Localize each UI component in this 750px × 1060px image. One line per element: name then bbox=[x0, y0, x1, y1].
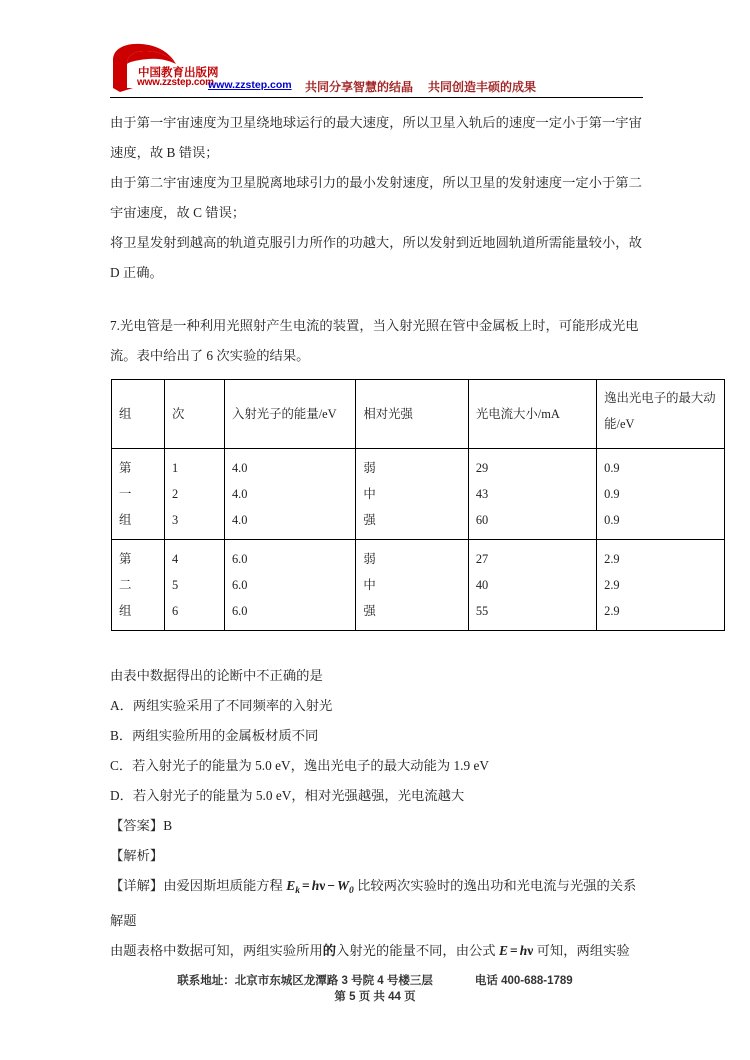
option-c[interactable]: C．若入射光子的能量为 5.0 eV，逸出光电子的最大动能为 1.9 eV bbox=[110, 758, 489, 773]
option-d[interactable]: D．若入射光子的能量为 5.0 eV，相对光强越强，光电流越大 bbox=[110, 788, 465, 803]
group-2-intensities bbox=[356, 540, 469, 631]
cell-intensity: 弱 bbox=[363, 461, 376, 475]
table-row bbox=[112, 540, 725, 631]
group-2-energies bbox=[224, 540, 355, 631]
cell-energy: 6.0 bbox=[231, 552, 248, 566]
formula1-w: W bbox=[336, 878, 349, 893]
cell-trial: 6 bbox=[171, 604, 179, 618]
footer-address: 联系地址：北京市东城区龙潭路 3 号院 4 号楼三层 bbox=[177, 975, 433, 987]
cell-energy: 6.0 bbox=[231, 578, 248, 592]
header-relative-intensity: 相对光强 bbox=[356, 380, 469, 449]
group-2-currents bbox=[468, 540, 596, 631]
formula1-nu: ν bbox=[319, 878, 326, 893]
group-2-char-3: 组 bbox=[119, 604, 132, 618]
detail-line-1 bbox=[110, 871, 666, 906]
analysis-label: 【解析】 bbox=[110, 848, 164, 863]
group-1-intensities bbox=[356, 449, 469, 540]
group-2-kinetic-energies bbox=[597, 540, 725, 631]
einstein-equation-formula bbox=[283, 878, 357, 896]
solution-line-3: 由于第二宇宙速度为卫星脱离地球引力的最小发射速度，所以卫星的发射速度一定小于第二 bbox=[110, 175, 642, 190]
group-1-currents bbox=[468, 449, 596, 540]
solution-line-4: 宇宙速度，故 C 错误； bbox=[110, 205, 246, 220]
header-website-link[interactable]: www.zzstep.com bbox=[208, 79, 292, 91]
cell-trial: 1 bbox=[171, 461, 179, 475]
group-1-label bbox=[112, 449, 165, 540]
formula1-minus: − bbox=[327, 878, 335, 893]
option-a[interactable]: A．两组实验采用了不同频率的入射光 bbox=[110, 698, 333, 713]
para-bold-de: 的 bbox=[322, 943, 337, 958]
header-photon-energy: 入射光子的能量/eV bbox=[224, 380, 355, 449]
cell-energy: 4.0 bbox=[231, 487, 248, 501]
para-before: 由题表格中数据可知，两组实验所用 bbox=[110, 943, 323, 958]
formula2-nu: ν bbox=[527, 943, 534, 958]
header-ek-line-2: 能/eV bbox=[604, 417, 635, 431]
group-1-char-1: 第 bbox=[119, 461, 132, 475]
detail-line-3 bbox=[110, 936, 666, 966]
answer-line bbox=[110, 811, 666, 841]
footer-contact bbox=[0, 972, 750, 988]
cell-intensity: 弱 bbox=[363, 552, 376, 566]
answer-value: B bbox=[163, 818, 173, 833]
solution-line-1: 由于第一宇宙速度为卫星绕地球运行的最大速度，所以卫星入轨后的速度一定小于第一宇宙 bbox=[110, 115, 642, 130]
group-2-char-1: 第 bbox=[119, 552, 132, 566]
photon-energy-formula bbox=[496, 943, 537, 958]
previous-solution-text bbox=[110, 108, 666, 288]
detail-text-after: 比较两次实验时的逸出功和光电流与光强的关系 bbox=[357, 878, 637, 893]
cell-intensity: 中 bbox=[363, 578, 376, 592]
logo-url-text: www.zzstep.com bbox=[137, 77, 214, 88]
cell-current: 60 bbox=[475, 513, 489, 527]
answer-block bbox=[110, 811, 666, 871]
group-1-energies bbox=[224, 449, 355, 540]
formula1-w-sub: 0 bbox=[348, 886, 354, 896]
cell-ek: 0.9 bbox=[604, 513, 620, 527]
cell-intensity: 强 bbox=[363, 513, 376, 527]
header-max-kinetic-energy bbox=[597, 380, 725, 449]
solution-line-6: D 正确。 bbox=[110, 265, 163, 280]
header-ek-line-1: 逸出光电子的最大动 bbox=[604, 391, 716, 405]
group-1-kinetic-energies bbox=[597, 449, 725, 540]
logo-chinese-text: 中国教育出版网 bbox=[138, 67, 219, 79]
header-photocurrent: 光电流大小/mA bbox=[468, 380, 596, 449]
cell-current: 27 bbox=[475, 552, 489, 566]
cell-ek: 0.9 bbox=[604, 461, 620, 475]
para-after: 可知，两组实验 bbox=[536, 943, 630, 958]
zzstep-logo bbox=[110, 42, 219, 92]
cell-trial: 3 bbox=[171, 513, 179, 527]
group-2-trial-numbers bbox=[164, 540, 224, 631]
question-7-stem bbox=[110, 311, 666, 371]
cell-ek: 2.9 bbox=[604, 578, 620, 592]
formula1-lhs: E bbox=[286, 878, 296, 893]
detail-text-before: 由爱因斯坦质能方程 bbox=[163, 878, 283, 893]
cell-current: 43 bbox=[475, 487, 489, 501]
detail-line-2: 解题 bbox=[110, 913, 137, 928]
cell-ek: 0.9 bbox=[604, 487, 620, 501]
formula2-eq: = bbox=[510, 943, 518, 958]
table-row bbox=[112, 449, 725, 540]
cell-current: 29 bbox=[475, 461, 489, 475]
table-header-row bbox=[112, 380, 725, 449]
header-slogan: 共同分享智慧的结晶 共同创造丰硕的成果 bbox=[305, 80, 537, 94]
group-2-label bbox=[112, 540, 165, 631]
cell-trial: 2 bbox=[171, 487, 179, 501]
group-1-char-3: 组 bbox=[119, 513, 132, 527]
answer-label: 【答案】 bbox=[110, 818, 164, 833]
question-prompt: 由表中数据得出的论断中不正确的是 bbox=[110, 668, 323, 683]
formula2-h: h bbox=[519, 943, 528, 958]
experiment-results-table bbox=[111, 379, 725, 631]
group-1-char-2: 一 bbox=[119, 487, 132, 501]
cell-energy: 6.0 bbox=[231, 604, 248, 618]
detailed-analysis-block bbox=[110, 871, 666, 966]
cell-trial: 5 bbox=[171, 578, 179, 592]
group-2-char-2: 二 bbox=[119, 578, 132, 592]
para-mid: 入射光的能量不同，由公式 bbox=[336, 943, 496, 958]
cell-trial: 4 bbox=[171, 552, 179, 566]
formula1-h: h bbox=[311, 878, 320, 893]
footer-page-number: 第 5 页 共 44 页 bbox=[334, 991, 416, 1003]
cell-ek: 2.9 bbox=[604, 552, 620, 566]
header-trial: 次 bbox=[164, 380, 224, 449]
header-group: 组 bbox=[112, 380, 165, 449]
cell-energy: 4.0 bbox=[231, 461, 248, 475]
solution-line-5: 将卫星发射到越高的轨道克服引力所作的功越大，所以发射到近地圆轨道所需能量较小，故 bbox=[110, 235, 642, 250]
cell-ek: 2.9 bbox=[604, 604, 620, 618]
question-line-2: 流。表中给出了 6 次实验的结果。 bbox=[110, 348, 310, 363]
question-prompt-and-options bbox=[110, 661, 666, 811]
cell-energy: 4.0 bbox=[231, 513, 248, 527]
detail-label: 【详解】 bbox=[110, 878, 164, 893]
formula2-lhs: E bbox=[498, 943, 508, 958]
option-b[interactable]: B．两组实验所用的金属板材质不同 bbox=[110, 728, 319, 743]
header-divider bbox=[110, 97, 643, 98]
formula1-lhs-sub: k bbox=[295, 886, 300, 896]
cell-current: 40 bbox=[475, 578, 489, 592]
solution-line-2: 速度，故 B 错误； bbox=[110, 145, 219, 160]
group-1-trial-numbers bbox=[164, 449, 224, 540]
formula1-eq: = bbox=[302, 878, 310, 893]
cell-intensity: 中 bbox=[363, 487, 376, 501]
footer-phone: 电话 400-688-1789 bbox=[474, 975, 573, 987]
cell-current: 55 bbox=[475, 604, 489, 618]
cell-intensity: 强 bbox=[363, 604, 376, 618]
question-line-1: 7.光电管是一种利用光照射产生电流的装置，当入射光照在管中金属板上时，可能形成光电 bbox=[110, 318, 639, 333]
